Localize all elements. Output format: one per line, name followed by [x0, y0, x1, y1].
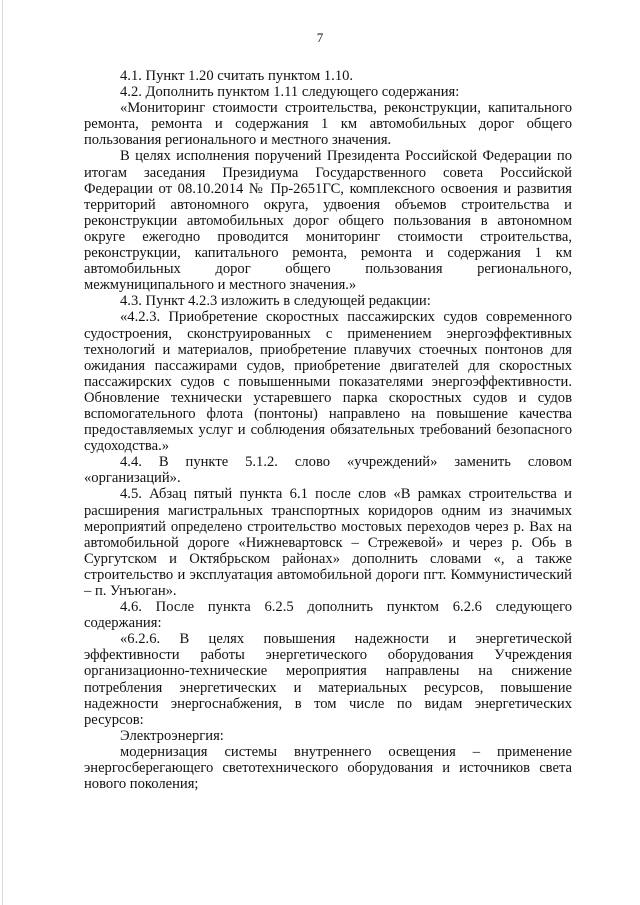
- paragraph-4-2-3-vessels: «4.2.3. Приобретение скоростных пассажирских судов современного судостроения, сконструированных с применением энергоэффективных технологий и материалов, приобретение плавучих стоечных понтонов для ожидания пассажирами судов, приобретение двигателей для скоростных пассажирских судов с повышенными показателями энергоэффективности. Обновление технически устаревшего парка скоростных судов и судов вспомогательного флота (понтоны) направлено на повышение качества предоставляемых услуг и соблюдения обязательных требований безопасного судоходства.»: [84, 309, 572, 455]
- paragraph-4-1: 4.1. Пункт 1.20 считать пунктом 1.10.: [120, 68, 354, 84]
- paragraph-6-2-6-energy: «6.2.6. В целях повышения надежности и энергетической эффективности работы энергетического оборудования Учреждения организационно-технические мероприятия направлены на снижение потребления энергетических и материальных ресурсов, повышение надежности энергоснабжения, в том числе по видам энергетических ресурсов:: [84, 631, 572, 728]
- paragraph-presidential-orders: В целях исполнения поручений Президента Российской Федерации по итогам заседания Президиума Государственного совета Российской Федерации от 08.10.2014 № Пр-2651ГС, комплексного освоения и развития территорий автономного округа, удвоения объемов строительства и реконструкции автомобильных дорог общего пользования в автономном округе ежегодно проводится мониторинг стоимости строительства, реконструкции, капитального ремонта, ремонта и содержания 1 км автомобильных дорог общего пользования регионального, межмуниципального и местного значения.»: [84, 148, 572, 294]
- document-body: [84, 68, 572, 792]
- paragraph-monitoring-quote: «Мониторинг стоимости строительства, реконструкции, капитального ремонта, ремонта и содержания 1 км автомобильных дорог общего пользования регионального и местного значения.: [84, 100, 572, 149]
- page-number: 7: [316, 30, 324, 45]
- page-left-edge: [2, 0, 3, 905]
- paragraph-4-6: 4.6. После пункта 6.2.5 дополнить пунктом 6.2.6 следующего содержания:: [84, 599, 572, 632]
- paragraph-electricity-heading: Электроэнергия:: [120, 727, 224, 744]
- paragraph-4-5: 4.5. Абзац пятый пункта 6.1 после слов «В рамках строительства и расширения магистральных транспортных коридоров одним из значимых мероприятий определено строительство мостовых переходов через р. Вах на автомобильной дороге «Нижневартовск – Стрежевой» и через р. Обь в Сургутском и Октябрьском районах» дополнить словами «, а также строительство и эксплуатация автомобильной дороги пгт. Коммунистический – п. Унъюган».: [84, 486, 572, 599]
- paragraph-lighting-modernization: модернизация системы внутреннего освещения – применение энергосберегающего светотехнического оборудования и источников света нового поколения;: [84, 743, 572, 793]
- paragraph-4-4: 4.4. В пункте 5.1.2. слово «учреждений» заменить словом «организаций».: [84, 454, 572, 487]
- paragraph-4-3: 4.3. Пункт 4.2.3 изложить в следующей редакции:: [120, 293, 431, 310]
- paragraph-4-2: 4.2. Дополнить пунктом 1.11 следующего содержания:: [120, 84, 460, 101]
